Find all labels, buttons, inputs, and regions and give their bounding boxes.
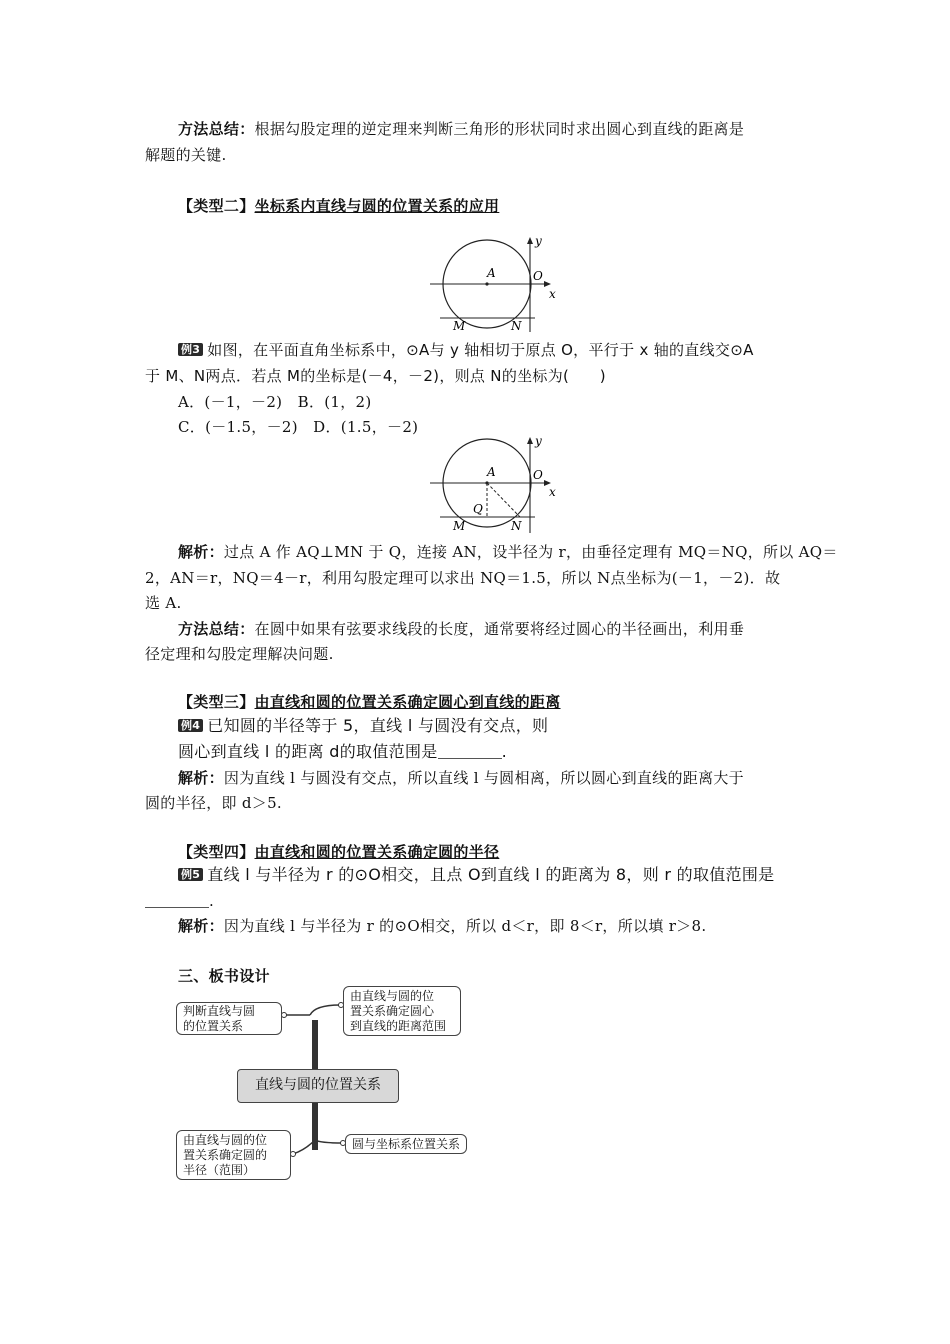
solution5-text-1: 因为直线 l 与半径为 r 的⊙O相交，所以 d＜r，即 8＜r，所以填 r＞8. (223, 917, 707, 935)
example5-text-1: 直线 l 与半径为 r 的⊙O相交，且点 O到直线 l 的距离为 8，则 r 的取值范围是 (207, 865, 775, 884)
label-A: A (487, 266, 496, 280)
connector-curve-bottom (315, 1140, 343, 1143)
label-O: O (533, 269, 543, 283)
connector-left-bottom (293, 1140, 315, 1154)
label-y: y (535, 434, 542, 448)
mindmap-center-node: 直线与圆的位置关系 (237, 1069, 399, 1103)
type4-title: 由直线和圆的位置关系确定圆的半径 (254, 843, 500, 861)
node-dot (291, 1152, 296, 1157)
type2-title: 坐标系内直线与圆的位置关系的应用 (254, 197, 500, 215)
type4-label: 【类型四】 (178, 843, 255, 861)
node-text: 半径（范围） (183, 1163, 256, 1177)
solution4-line-2: 圆的半径，即 d＞5. (145, 794, 282, 812)
summary-label: 方法总结： (178, 120, 255, 138)
label-y: y (535, 234, 542, 248)
node-text: 由直线与圆的位 (350, 989, 435, 1003)
solution3-text-1: 过点 A 作 AQ⊥MN 于 Q，连接 AN，设半径为 r，由垂径定理有 MQ＝NQ，所以 AQ＝ (223, 543, 838, 561)
example3-options-cd: C．(－1.5，－2) D．(1.5，－2) (178, 418, 419, 436)
mindmap-node-judge (176, 1002, 282, 1035)
label-M: M (453, 319, 466, 333)
summary2-label: 方法总结： (178, 620, 255, 638)
example5-period: . (209, 892, 215, 910)
example3-line-2: 于 M、N两点．若点 M的坐标是(－4，－2)，则点 N的坐标为( ) (145, 367, 606, 385)
example3-badge: 例3 (178, 343, 203, 356)
example4-text-1: 已知圆的半径等于 5，直线 l 与圆没有交点，则 (207, 716, 549, 735)
summary-line-2: 解题的关键. (145, 146, 227, 164)
summary2-text: 在圆中如果有弦要求线段的长度，通常要将经过圆心的半径画出，利用垂 (254, 620, 745, 638)
label-N: N (511, 319, 522, 333)
solution5-label: 解析： (178, 917, 224, 935)
type3-title: 由直线和圆的位置关系确定圆心到直线的距离 (254, 693, 561, 711)
type2-label: 【类型二】 (178, 197, 255, 215)
solution4-text-1: 因为直线 l 与圆没有交点，所以直线 l 与圆相离，所以圆心到直线的距离大于 (223, 769, 744, 787)
mindmap-node-radius (176, 1130, 291, 1180)
label-A: A (487, 465, 496, 479)
solution3-line-2: 2，AN＝r，NQ＝4－r，利用勾股定理可以求出 NQ＝1.5，所以 N点坐标为(－1，－2)．故 (145, 569, 781, 587)
label-N: N (511, 519, 522, 533)
example4-badge: 例4 (178, 719, 203, 732)
label-M: M (453, 519, 466, 533)
solution4-label: 解析： (178, 769, 224, 787)
label-x: x (549, 485, 556, 499)
node-dot (282, 1013, 287, 1018)
solution3-label: 解析： (178, 543, 224, 561)
node-text: 置关系确定圆的 (183, 1148, 268, 1162)
node-text: 的位置关系 (183, 1019, 244, 1033)
node-text: 到直线的距离范围 (350, 1019, 447, 1033)
label-x: x (549, 287, 556, 301)
summary2-line-2: 径定理和勾股定理解决问题. (145, 645, 334, 663)
node-text: 由直线与圆的位 (183, 1133, 268, 1147)
label-O: O (533, 468, 543, 482)
type3-label: 【类型三】 (178, 693, 255, 711)
example4-period: . (501, 742, 507, 761)
solution3-line-3: 选 A. (145, 594, 182, 612)
example3-text-1: 如图，在平面直角坐标系中，⊙A与 y 轴相切于原点 O，平行于 x 轴的直线交⊙A (207, 341, 754, 359)
example5-badge: 例5 (178, 868, 203, 881)
node-text: 置关系确定圆心 (350, 1004, 435, 1018)
section3-title: 三、板书设计 (178, 967, 270, 985)
connector-curve-top (310, 1005, 340, 1015)
mindmap-node-coordinate: 圆与坐标系位置关系 (345, 1134, 467, 1154)
summary-text: 根据勾股定理的逆定理来判断三角形的形状同时求出圆心到直线的距离是 (254, 120, 745, 138)
label-Q: Q (473, 502, 483, 516)
node-text: 判断直线与圆 (183, 1004, 256, 1018)
mindmap-node-distance (343, 986, 461, 1036)
example4-text-2: 圆心到直线 l 的距离 d的取值范围是 (178, 742, 438, 761)
example3-options-ab: A．(－1，－2) B．(1，2) (178, 393, 372, 411)
